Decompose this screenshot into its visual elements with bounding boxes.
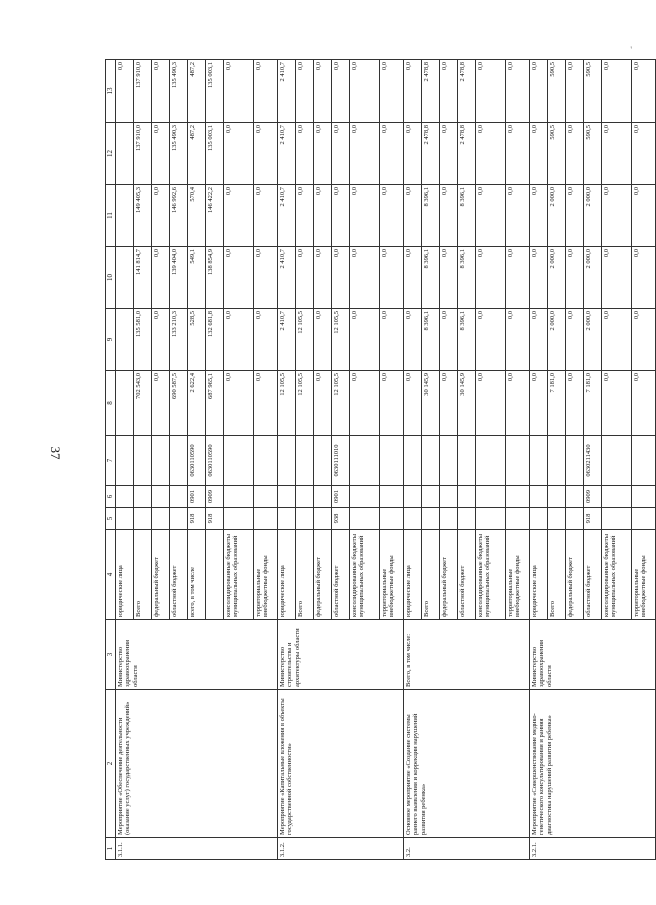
amount-v9: 0,0: [530, 309, 548, 371]
amount-v11: 0,0: [476, 185, 506, 247]
funding-source: юридические лица: [116, 530, 134, 620]
amount-v12: 0,0: [254, 123, 278, 185]
rzpr-code: 0901: [332, 486, 350, 508]
amount-v10: 2 410,7: [278, 247, 296, 309]
cs-code: [548, 436, 566, 486]
amount-v12: 0,0: [332, 123, 350, 185]
amount-v12: [116, 123, 134, 185]
amount-v12: 0,0: [440, 123, 458, 185]
amount-v11: 0,0: [224, 185, 254, 247]
amount-v9: 135 581,0: [134, 309, 152, 371]
amount-v11: 146 422,2: [206, 185, 224, 247]
grbs-code: [116, 508, 134, 530]
amount-v9: 132 681,8: [206, 309, 224, 371]
amount-v8: 0,0: [224, 371, 254, 436]
amount-v10: 0,0: [506, 247, 530, 309]
amount-v8: 0,0: [350, 371, 380, 436]
amount-v13: 0,0: [116, 60, 134, 123]
amount-v8: 0,0: [380, 371, 404, 436]
amount-v10: 139 404,0: [170, 247, 188, 309]
column-header: 8: [106, 371, 116, 436]
amount-v8: 0,0: [440, 371, 458, 436]
amount-v12: 2 478,8: [458, 123, 476, 185]
amount-v8: [116, 371, 134, 436]
amount-v10: 0,0: [632, 247, 656, 309]
amount-v9: 0,0: [314, 309, 332, 371]
amount-v10: 2 000,0: [584, 247, 602, 309]
amount-v9: 12 105,5: [332, 309, 350, 371]
section-number: 3.1.1.: [116, 838, 278, 860]
rzpr-code: [296, 486, 314, 508]
rzpr-code: [278, 486, 296, 508]
rzpr-code: 0909: [584, 486, 602, 508]
amount-v12: 137 910,0: [134, 123, 152, 185]
amount-v12: 135 003,1: [206, 123, 224, 185]
column-header: 6: [106, 486, 116, 508]
rzpr-code: [404, 486, 422, 508]
cs-code: [278, 436, 296, 486]
funding-source: территориальные внебюджетные фонды: [254, 530, 278, 620]
cs-code: [440, 436, 458, 486]
funding-source: областной бюджет: [170, 530, 188, 620]
amount-v9: 0,0: [350, 309, 380, 371]
amount-v11: 0,0: [314, 185, 332, 247]
amount-v12: 2 410,7: [278, 123, 296, 185]
amount-v8: 0,0: [506, 371, 530, 436]
amount-v8: 12 105,5: [332, 371, 350, 436]
rzpr-code: [476, 486, 506, 508]
column-header: 12: [106, 123, 116, 185]
column-header: 5: [106, 508, 116, 530]
grbs-code: [458, 508, 476, 530]
amount-v13: 0,0: [224, 60, 254, 123]
amount-v9: 0,0: [506, 309, 530, 371]
amount-v9: 2 000,0: [548, 309, 566, 371]
rzpr-code: [548, 486, 566, 508]
amount-v12: 0,0: [380, 123, 404, 185]
amount-v13: 0,0: [332, 60, 350, 123]
amount-v8: 30 145,9: [458, 371, 476, 436]
cs-code: [380, 436, 404, 486]
amount-v12: 590,5: [548, 123, 566, 185]
grbs-code: [170, 508, 188, 530]
grbs-code: [548, 508, 566, 530]
funding-source: консолидированные бюджеты муниципальных образований: [476, 530, 506, 620]
amount-v8: 7 181,0: [548, 371, 566, 436]
amount-v13: 2 478,8: [422, 60, 440, 123]
amount-v11: 2 410,7: [278, 185, 296, 247]
rzpr-code: [170, 486, 188, 508]
rzpr-code: [314, 486, 332, 508]
column-header: 9: [106, 309, 116, 371]
amount-v8: 0,0: [602, 371, 632, 436]
amount-v11: 0,0: [332, 185, 350, 247]
amount-v11: 0,0: [296, 185, 314, 247]
funding-source: территориальные внебюджетные фонды: [632, 530, 656, 620]
amount-v11: 146 992,6: [170, 185, 188, 247]
grbs-code: [530, 508, 548, 530]
amount-v8: 7 181,0: [584, 371, 602, 436]
amount-v13: 135 003,1: [206, 60, 224, 123]
funding-source: Всего: [134, 530, 152, 620]
amount-v10: 0,0: [152, 247, 170, 309]
section-name: Основное мероприятие «Создание системы раннего выявления и коррекции нарушений развития ребенка»: [404, 690, 530, 838]
amount-v9: 0,0: [440, 309, 458, 371]
amount-v9: [116, 309, 134, 371]
amount-v12: 0,0: [224, 123, 254, 185]
amount-v11: 0,0: [254, 185, 278, 247]
amount-v12: 590,5: [584, 123, 602, 185]
grbs-code: 938: [332, 508, 350, 530]
amount-v8: 0,0: [254, 371, 278, 436]
amount-v9: 0,0: [404, 309, 422, 371]
funding-source: федеральный бюджет: [314, 530, 332, 620]
cs-code: [566, 436, 584, 486]
grbs-code: [278, 508, 296, 530]
grbs-code: [506, 508, 530, 530]
amount-v11: 2 000,0: [584, 185, 602, 247]
cs-code: 0630110590: [188, 436, 206, 486]
section-name: Мероприятие «Совершенствование медико-генетического консультирования и ранняя диагностика нарушений развития ребенка»: [530, 690, 656, 838]
amount-v9: 0,0: [152, 309, 170, 371]
funding-source: федеральный бюджет: [440, 530, 458, 620]
grbs-code: 918: [206, 508, 224, 530]
amount-v11: 0,0: [152, 185, 170, 247]
grbs-code: [224, 508, 254, 530]
section-name: Мероприятие «Обеспечение деятельности (оказание услуг) государственных учреждений»: [116, 690, 278, 838]
amount-v12: 0,0: [476, 123, 506, 185]
amount-v12: 0,0: [152, 123, 170, 185]
amount-v9: 8 396,1: [458, 309, 476, 371]
amount-v12: 0,0: [404, 123, 422, 185]
amount-v13: 487,2: [188, 60, 206, 123]
amount-v9: 0,0: [566, 309, 584, 371]
column-header: 7: [106, 436, 116, 486]
amount-v13: 2 410,7: [278, 60, 296, 123]
cs-code: [476, 436, 506, 486]
funding-source: областной бюджет: [584, 530, 602, 620]
amount-v13: 590,5: [584, 60, 602, 123]
cs-code: [632, 436, 656, 486]
rzpr-code: 0909: [206, 486, 224, 508]
amount-v9: 2 000,0: [584, 309, 602, 371]
amount-v13: 0,0: [152, 60, 170, 123]
amount-v13: 0,0: [566, 60, 584, 123]
amount-v13: 135 490,3: [170, 60, 188, 123]
table-row: [404, 60, 422, 860]
amount-v10: 0,0: [296, 247, 314, 309]
funding-source: юридические лица: [404, 530, 422, 620]
amount-v10: 8 396,1: [458, 247, 476, 309]
rotated-table-container: [105, 60, 648, 860]
grbs-code: [422, 508, 440, 530]
amount-v10: 0,0: [380, 247, 404, 309]
grbs-code: [296, 508, 314, 530]
rzpr-code: 0901: [188, 486, 206, 508]
amount-v8: 702 543,0: [134, 371, 152, 436]
funding-source: Всего: [422, 530, 440, 620]
rzpr-code: [254, 486, 278, 508]
column-header: 13: [106, 60, 116, 123]
amount-v8: 0,0: [404, 371, 422, 436]
cs-code: [116, 436, 134, 486]
grbs-code: [152, 508, 170, 530]
amount-v13: 0,0: [506, 60, 530, 123]
rzpr-code: [422, 486, 440, 508]
table-row: [278, 60, 296, 860]
amount-v12: 0,0: [530, 123, 548, 185]
amount-v13: 0,0: [314, 60, 332, 123]
executor: Министерство здравоохранения области: [530, 620, 656, 690]
cs-code: [152, 436, 170, 486]
amount-v11: 149 405,3: [134, 185, 152, 247]
amount-v13: 0,0: [530, 60, 548, 123]
amount-v8: 0,0: [476, 371, 506, 436]
cs-code: [296, 436, 314, 486]
cs-code: [404, 436, 422, 486]
amount-v9: 528,5: [188, 309, 206, 371]
amount-v10: 138 854,9: [206, 247, 224, 309]
amount-v11: 0,0: [350, 185, 380, 247]
grbs-code: [632, 508, 656, 530]
amount-v10: 549,1: [188, 247, 206, 309]
amount-v11: 8 396,1: [458, 185, 476, 247]
amount-v10: 0,0: [314, 247, 332, 309]
grbs-code: [134, 508, 152, 530]
amount-v12: 0,0: [632, 123, 656, 185]
funding-source: федеральный бюджет: [152, 530, 170, 620]
column-header: 2: [106, 690, 116, 838]
funding-source: областной бюджет: [332, 530, 350, 620]
amount-v9: 0,0: [254, 309, 278, 371]
amount-v13: 0,0: [404, 60, 422, 123]
cs-code: [458, 436, 476, 486]
table-body: [106, 60, 656, 860]
header-row: [106, 60, 116, 860]
funding-source: Всего: [296, 530, 314, 620]
funding-source: всего, в том числе: [188, 530, 206, 620]
funding-source: [206, 530, 224, 620]
amount-v8: 0,0: [530, 371, 548, 436]
amount-v12: 135 490,3: [170, 123, 188, 185]
rzpr-code: [134, 486, 152, 508]
amount-v10: 0,0: [440, 247, 458, 309]
cs-code: [134, 436, 152, 486]
amount-v10: 0,0: [350, 247, 380, 309]
cs-code: 0630111010: [332, 436, 350, 486]
amount-v10: 0,0: [530, 247, 548, 309]
funding-source: федеральный бюджет: [566, 530, 584, 620]
amount-v10: 0,0: [566, 247, 584, 309]
grbs-code: [566, 508, 584, 530]
section-name: Мероприятие «Капитальные вложения в объекты государственной собственности»: [278, 690, 404, 838]
amount-v8: 2 622,4: [188, 371, 206, 436]
table-row: [116, 60, 134, 860]
amount-v13: 0,0: [440, 60, 458, 123]
amount-v8: 0,0: [314, 371, 332, 436]
cs-code: [314, 436, 332, 486]
rzpr-code: [116, 486, 134, 508]
amount-v8: 690 587,5: [170, 371, 188, 436]
amount-v12: 0,0: [566, 123, 584, 185]
amount-v12: 0,0: [602, 123, 632, 185]
cs-code: [602, 436, 632, 486]
cs-code: [506, 436, 530, 486]
amount-v9: 0,0: [224, 309, 254, 371]
amount-v10: 0,0: [476, 247, 506, 309]
budget-table: [105, 59, 656, 860]
cs-code: 0630110590: [206, 436, 224, 486]
funding-source: консолидированные бюджеты муниципальных образований: [224, 530, 254, 620]
rzpr-code: [440, 486, 458, 508]
funding-source: областной бюджет: [458, 530, 476, 620]
amount-v12: 2 478,8: [422, 123, 440, 185]
rzpr-code: [350, 486, 380, 508]
amount-v8: 0,0: [632, 371, 656, 436]
amount-v10: 0,0: [254, 247, 278, 309]
grbs-code: [380, 508, 404, 530]
amount-v8: 0,0: [152, 371, 170, 436]
amount-v10: 0,0: [602, 247, 632, 309]
amount-v9: 12 105,5: [296, 309, 314, 371]
rzpr-code: [506, 486, 530, 508]
amount-v11: 0,0: [602, 185, 632, 247]
funding-source: территориальные внебюджетные фонды: [380, 530, 404, 620]
rzpr-code: [380, 486, 404, 508]
executor: Министерство здравоохранения области: [116, 620, 278, 690]
table-row: [530, 60, 548, 860]
amount-v11: 2 000,0: [548, 185, 566, 247]
executor: Всего, в том числе:: [404, 620, 530, 690]
amount-v11: 0,0: [506, 185, 530, 247]
amount-v13: 0,0: [380, 60, 404, 123]
amount-v12: 0,0: [296, 123, 314, 185]
amount-v12: 0,0: [350, 123, 380, 185]
funding-source: консолидированные бюджеты муниципальных образований: [602, 530, 632, 620]
section-number: 3.1.2.: [278, 838, 404, 860]
rzpr-code: [152, 486, 170, 508]
corner-mark: ': [630, 45, 632, 55]
amount-v11: 0,0: [530, 185, 548, 247]
funding-source: консолидированные бюджеты муниципальных образований: [350, 530, 380, 620]
amount-v13: 0,0: [632, 60, 656, 123]
grbs-code: 918: [584, 508, 602, 530]
cs-code: [530, 436, 548, 486]
column-header: 11: [106, 185, 116, 247]
rzpr-code: [602, 486, 632, 508]
grbs-code: [254, 508, 278, 530]
grbs-code: [602, 508, 632, 530]
amount-v11: 8 396,1: [422, 185, 440, 247]
grbs-code: [440, 508, 458, 530]
amount-v11: 0,0: [404, 185, 422, 247]
grbs-code: [350, 508, 380, 530]
amount-v13: 0,0: [296, 60, 314, 123]
grbs-code: [476, 508, 506, 530]
amount-v13: 0,0: [476, 60, 506, 123]
amount-v8: 0,0: [566, 371, 584, 436]
amount-v11: 0,0: [632, 185, 656, 247]
cs-code: [422, 436, 440, 486]
funding-source: юридические лица: [278, 530, 296, 620]
column-header: 10: [106, 247, 116, 309]
amount-v13: 2 478,8: [458, 60, 476, 123]
amount-v10: 0,0: [224, 247, 254, 309]
section-number: 3.2.1.: [530, 838, 656, 860]
amount-v9: 8 396,1: [422, 309, 440, 371]
column-header: 4: [106, 530, 116, 620]
grbs-code: [404, 508, 422, 530]
amount-v11: 0,0: [380, 185, 404, 247]
amount-v9: 0,0: [476, 309, 506, 371]
section-number: 3.2.: [404, 838, 530, 860]
amount-v9: 0,0: [632, 309, 656, 371]
amount-v13: 0,0: [602, 60, 632, 123]
amount-v10: 0,0: [332, 247, 350, 309]
amount-v12: 487,2: [188, 123, 206, 185]
amount-v11: 0,0: [440, 185, 458, 247]
cs-code: [224, 436, 254, 486]
rzpr-code: [566, 486, 584, 508]
cs-code: 0630211430: [584, 436, 602, 486]
amount-v10: 0,0: [404, 247, 422, 309]
amount-v10: 141 814,7: [134, 247, 152, 309]
executor: Министерство строительства и архитектуры области: [278, 620, 404, 690]
cs-code: [350, 436, 380, 486]
rzpr-code: [224, 486, 254, 508]
amount-v8: 12 105,5: [296, 371, 314, 436]
amount-v13: 590,5: [548, 60, 566, 123]
amount-v12: 0,0: [314, 123, 332, 185]
amount-v13: 0,0: [254, 60, 278, 123]
funding-source: территориальные внебюджетные фонды: [506, 530, 530, 620]
amount-v8: 12 105,5: [278, 371, 296, 436]
grbs-code: [314, 508, 332, 530]
funding-source: юридические лица: [530, 530, 548, 620]
grbs-code: 918: [188, 508, 206, 530]
cs-code: [170, 436, 188, 486]
amount-v9: 2 410,7: [278, 309, 296, 371]
rzpr-code: [632, 486, 656, 508]
amount-v11: 570,4: [188, 185, 206, 247]
page-number: 37: [48, 446, 63, 460]
amount-v11: 0,0: [566, 185, 584, 247]
amount-v8: 30 145,9: [422, 371, 440, 436]
rzpr-code: [458, 486, 476, 508]
amount-v11: [116, 185, 134, 247]
amount-v8: 687 965,1: [206, 371, 224, 436]
amount-v10: 8 396,1: [422, 247, 440, 309]
cs-code: [254, 436, 278, 486]
funding-source: Всего: [548, 530, 566, 620]
amount-v12: 0,0: [506, 123, 530, 185]
amount-v10: [116, 247, 134, 309]
amount-v9: 133 210,3: [170, 309, 188, 371]
amount-v9: 0,0: [380, 309, 404, 371]
amount-v10: 2 000,0: [548, 247, 566, 309]
rzpr-code: [530, 486, 548, 508]
column-header: 3: [106, 620, 116, 690]
amount-v9: 0,0: [602, 309, 632, 371]
column-header: 1: [106, 838, 116, 860]
amount-v13: 0,0: [350, 60, 380, 123]
amount-v13: 137 910,0: [134, 60, 152, 123]
